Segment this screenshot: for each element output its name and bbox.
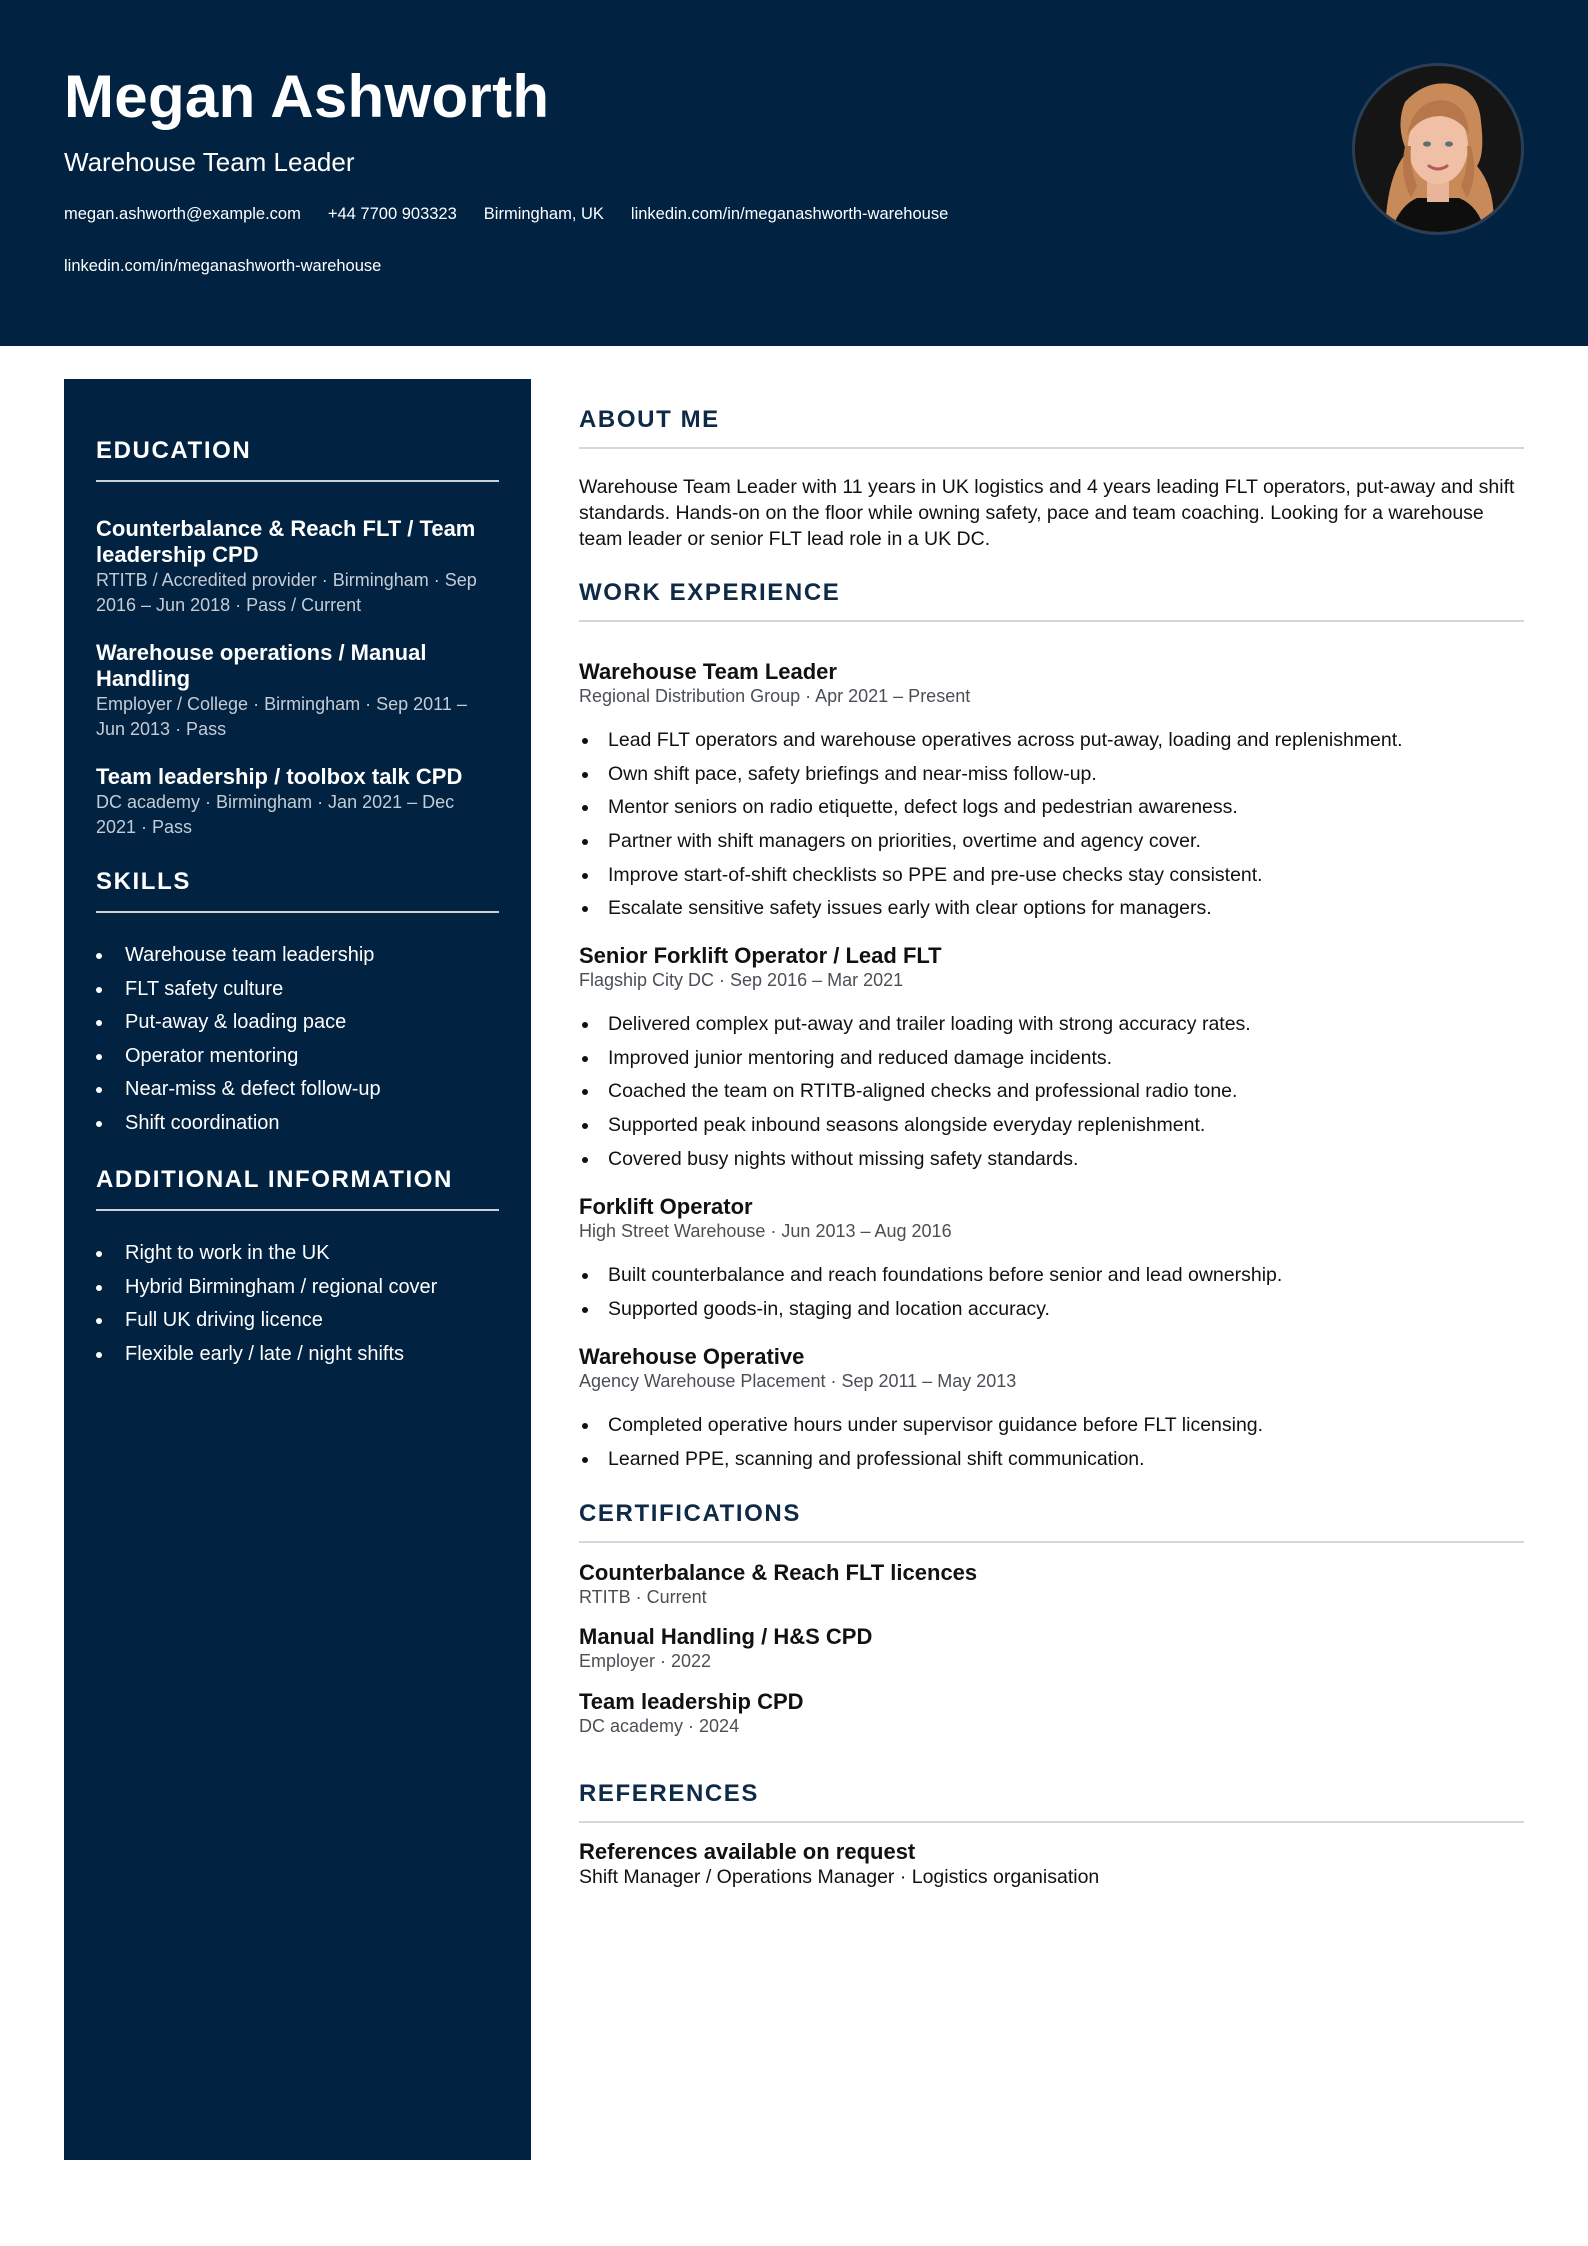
job-title: Senior Forklift Operator / Lead FLT <box>579 943 942 968</box>
list-item: Partner with shift managers on priorities, overtime and agency cover. <box>579 829 1524 853</box>
job-meta: High Street Warehouse · Jun 2013 – Aug 2016 <box>579 1221 952 1241</box>
list-item: Near-miss & defect follow-up <box>96 1077 499 1101</box>
list-item: Improve start-of-shift checklists so PPE and pre-use checks stay consistent. <box>579 863 1524 887</box>
skills-heading: SKILLS <box>96 867 499 913</box>
skills-list <box>96 943 499 1144</box>
list-item: Supported goods-in, staging and location accuracy. <box>579 1297 1524 1321</box>
additional-info-heading: ADDITIONAL INFORMATION <box>96 1165 499 1211</box>
additional-info-list <box>96 1241 499 1375</box>
list-item: Lead FLT operators and warehouse operatives across put-away, loading and replenishment. <box>579 728 1524 752</box>
avatar <box>1352 63 1524 235</box>
education-meta: Employer / College · Birmingham · Sep 2011 – Jun 2013 · Pass <box>96 694 467 739</box>
contact-row <box>64 203 948 225</box>
avatar-portrait-icon <box>1355 66 1521 232</box>
contact-phone[interactable]: +44 7700 903323 <box>327 205 457 223</box>
certification-item <box>579 1560 1524 1608</box>
list-item: Own shift pace, safety briefings and near-miss follow-up. <box>579 762 1524 786</box>
contact-email[interactable]: megan.ashworth@example.com <box>64 205 301 223</box>
education-title: Warehouse operations / Manual Handling <box>96 640 427 691</box>
certification-meta: RTITB · Current <box>579 1587 707 1607</box>
list-item: Improved junior mentoring and reduced damage incidents. <box>579 1046 1524 1070</box>
list-item: Full UK driving licence <box>96 1308 499 1332</box>
list-item: Covered busy nights without missing safety standards. <box>579 1147 1524 1171</box>
list-item: Shift coordination <box>96 1111 499 1135</box>
list-item: Warehouse team leadership <box>96 943 499 967</box>
job-bullets <box>579 1012 1524 1171</box>
sidebar <box>64 379 531 2160</box>
certification-item <box>579 1624 1524 1672</box>
list-item: Delivered complex put-away and trailer loading with strong accuracy rates. <box>579 1012 1524 1036</box>
list-item: Hybrid Birmingham / regional cover <box>96 1275 499 1299</box>
list-item: Right to work in the UK <box>96 1241 499 1265</box>
job-entry <box>579 943 1524 1180</box>
about-text: Warehouse Team Leader with 11 years in UK logistics and 4 years leading FLT operators, put-away and shift standards. Hands-on on the floor while owning safety, pace and team coaching. Looking for a warehouse team leader or senior FLT lead role in a UK DC. <box>579 476 1515 550</box>
job-entry <box>579 659 1524 930</box>
education-meta: DC academy · Birmingham · Jan 2021 – Dec 2021 · Pass <box>96 792 455 837</box>
certification-item <box>579 1689 1524 1737</box>
contact-linkedin-secondary[interactable]: linkedin.com/in/meganashworth-warehouse <box>64 257 382 275</box>
certification-title: Team leadership CPD <box>579 1689 804 1714</box>
job-title: Warehouse Team Leader <box>579 659 837 684</box>
certification-title: Manual Handling / H&S CPD <box>579 1624 873 1649</box>
certification-meta: DC academy · 2024 <box>579 1716 740 1736</box>
references-item <box>579 1839 1524 1889</box>
education-title: Team leadership / toolbox talk CPD <box>96 764 463 789</box>
list-item: Flexible early / late / night shifts <box>96 1342 499 1366</box>
candidate-role: Warehouse Team Leader <box>64 147 355 177</box>
about-heading: ABOUT ME <box>579 405 1524 449</box>
education-meta: RTITB / Accredited provider · Birmingham · Sep 2016 – Jun 2018 · Pass / Current <box>96 570 477 615</box>
job-entry <box>579 1344 1524 1480</box>
list-item: Escalate sensitive safety issues early with clear options for managers. <box>579 896 1524 920</box>
job-title: Forklift Operator <box>579 1194 753 1219</box>
list-item: Completed operative hours under supervisor guidance before FLT licensing. <box>579 1413 1524 1437</box>
contact-location: Birmingham, UK <box>483 205 604 223</box>
education-item <box>96 516 499 618</box>
list-item: Learned PPE, scanning and professional shift communication. <box>579 1447 1524 1471</box>
job-meta: Flagship City DC · Sep 2016 – Mar 2021 <box>579 970 904 990</box>
education-item <box>96 764 499 840</box>
list-item: Built counterbalance and reach foundations before senior and lead ownership. <box>579 1263 1524 1287</box>
experience-heading: WORK EXPERIENCE <box>579 578 1524 622</box>
job-title: Warehouse Operative <box>579 1344 805 1369</box>
job-bullets <box>579 1413 1524 1471</box>
references-meta: Shift Manager / Operations Manager · Logistics organisation <box>579 1866 1100 1888</box>
references-heading: REFERENCES <box>579 1779 1524 1823</box>
job-meta: Agency Warehouse Placement · Sep 2011 – May 2013 <box>579 1371 1017 1391</box>
education-title: Counterbalance & Reach FLT / Team leadership CPD <box>96 516 476 567</box>
list-item: FLT safety culture <box>96 977 499 1001</box>
certification-meta: Employer · 2022 <box>579 1651 712 1671</box>
list-item: Coached the team on RTITB-aligned checks and professional radio tone. <box>579 1079 1524 1103</box>
list-item: Put-away & loading pace <box>96 1010 499 1034</box>
resume-header <box>0 0 1588 346</box>
certifications-heading: CERTIFICATIONS <box>579 1499 1524 1543</box>
job-bullets <box>579 728 1524 920</box>
job-entry <box>579 1194 1524 1330</box>
candidate-name: Megan Ashworth <box>64 63 550 130</box>
job-bullets <box>579 1263 1524 1321</box>
list-item: Supported peak inbound seasons alongside everyday replenishment. <box>579 1113 1524 1137</box>
references-title: References available on request <box>579 1839 916 1864</box>
job-meta: Regional Distribution Group · Apr 2021 – Present <box>579 686 971 706</box>
contact-linkedin[interactable]: linkedin.com/in/meganashworth-warehouse <box>630 205 949 223</box>
list-item: Operator mentoring <box>96 1044 499 1068</box>
education-heading: EDUCATION <box>96 436 499 482</box>
certification-title: Counterbalance & Reach FLT licences <box>579 1560 978 1585</box>
list-item: Mentor seniors on radio etiquette, defect logs and pedestrian awareness. <box>579 795 1524 819</box>
education-item <box>96 640 499 742</box>
